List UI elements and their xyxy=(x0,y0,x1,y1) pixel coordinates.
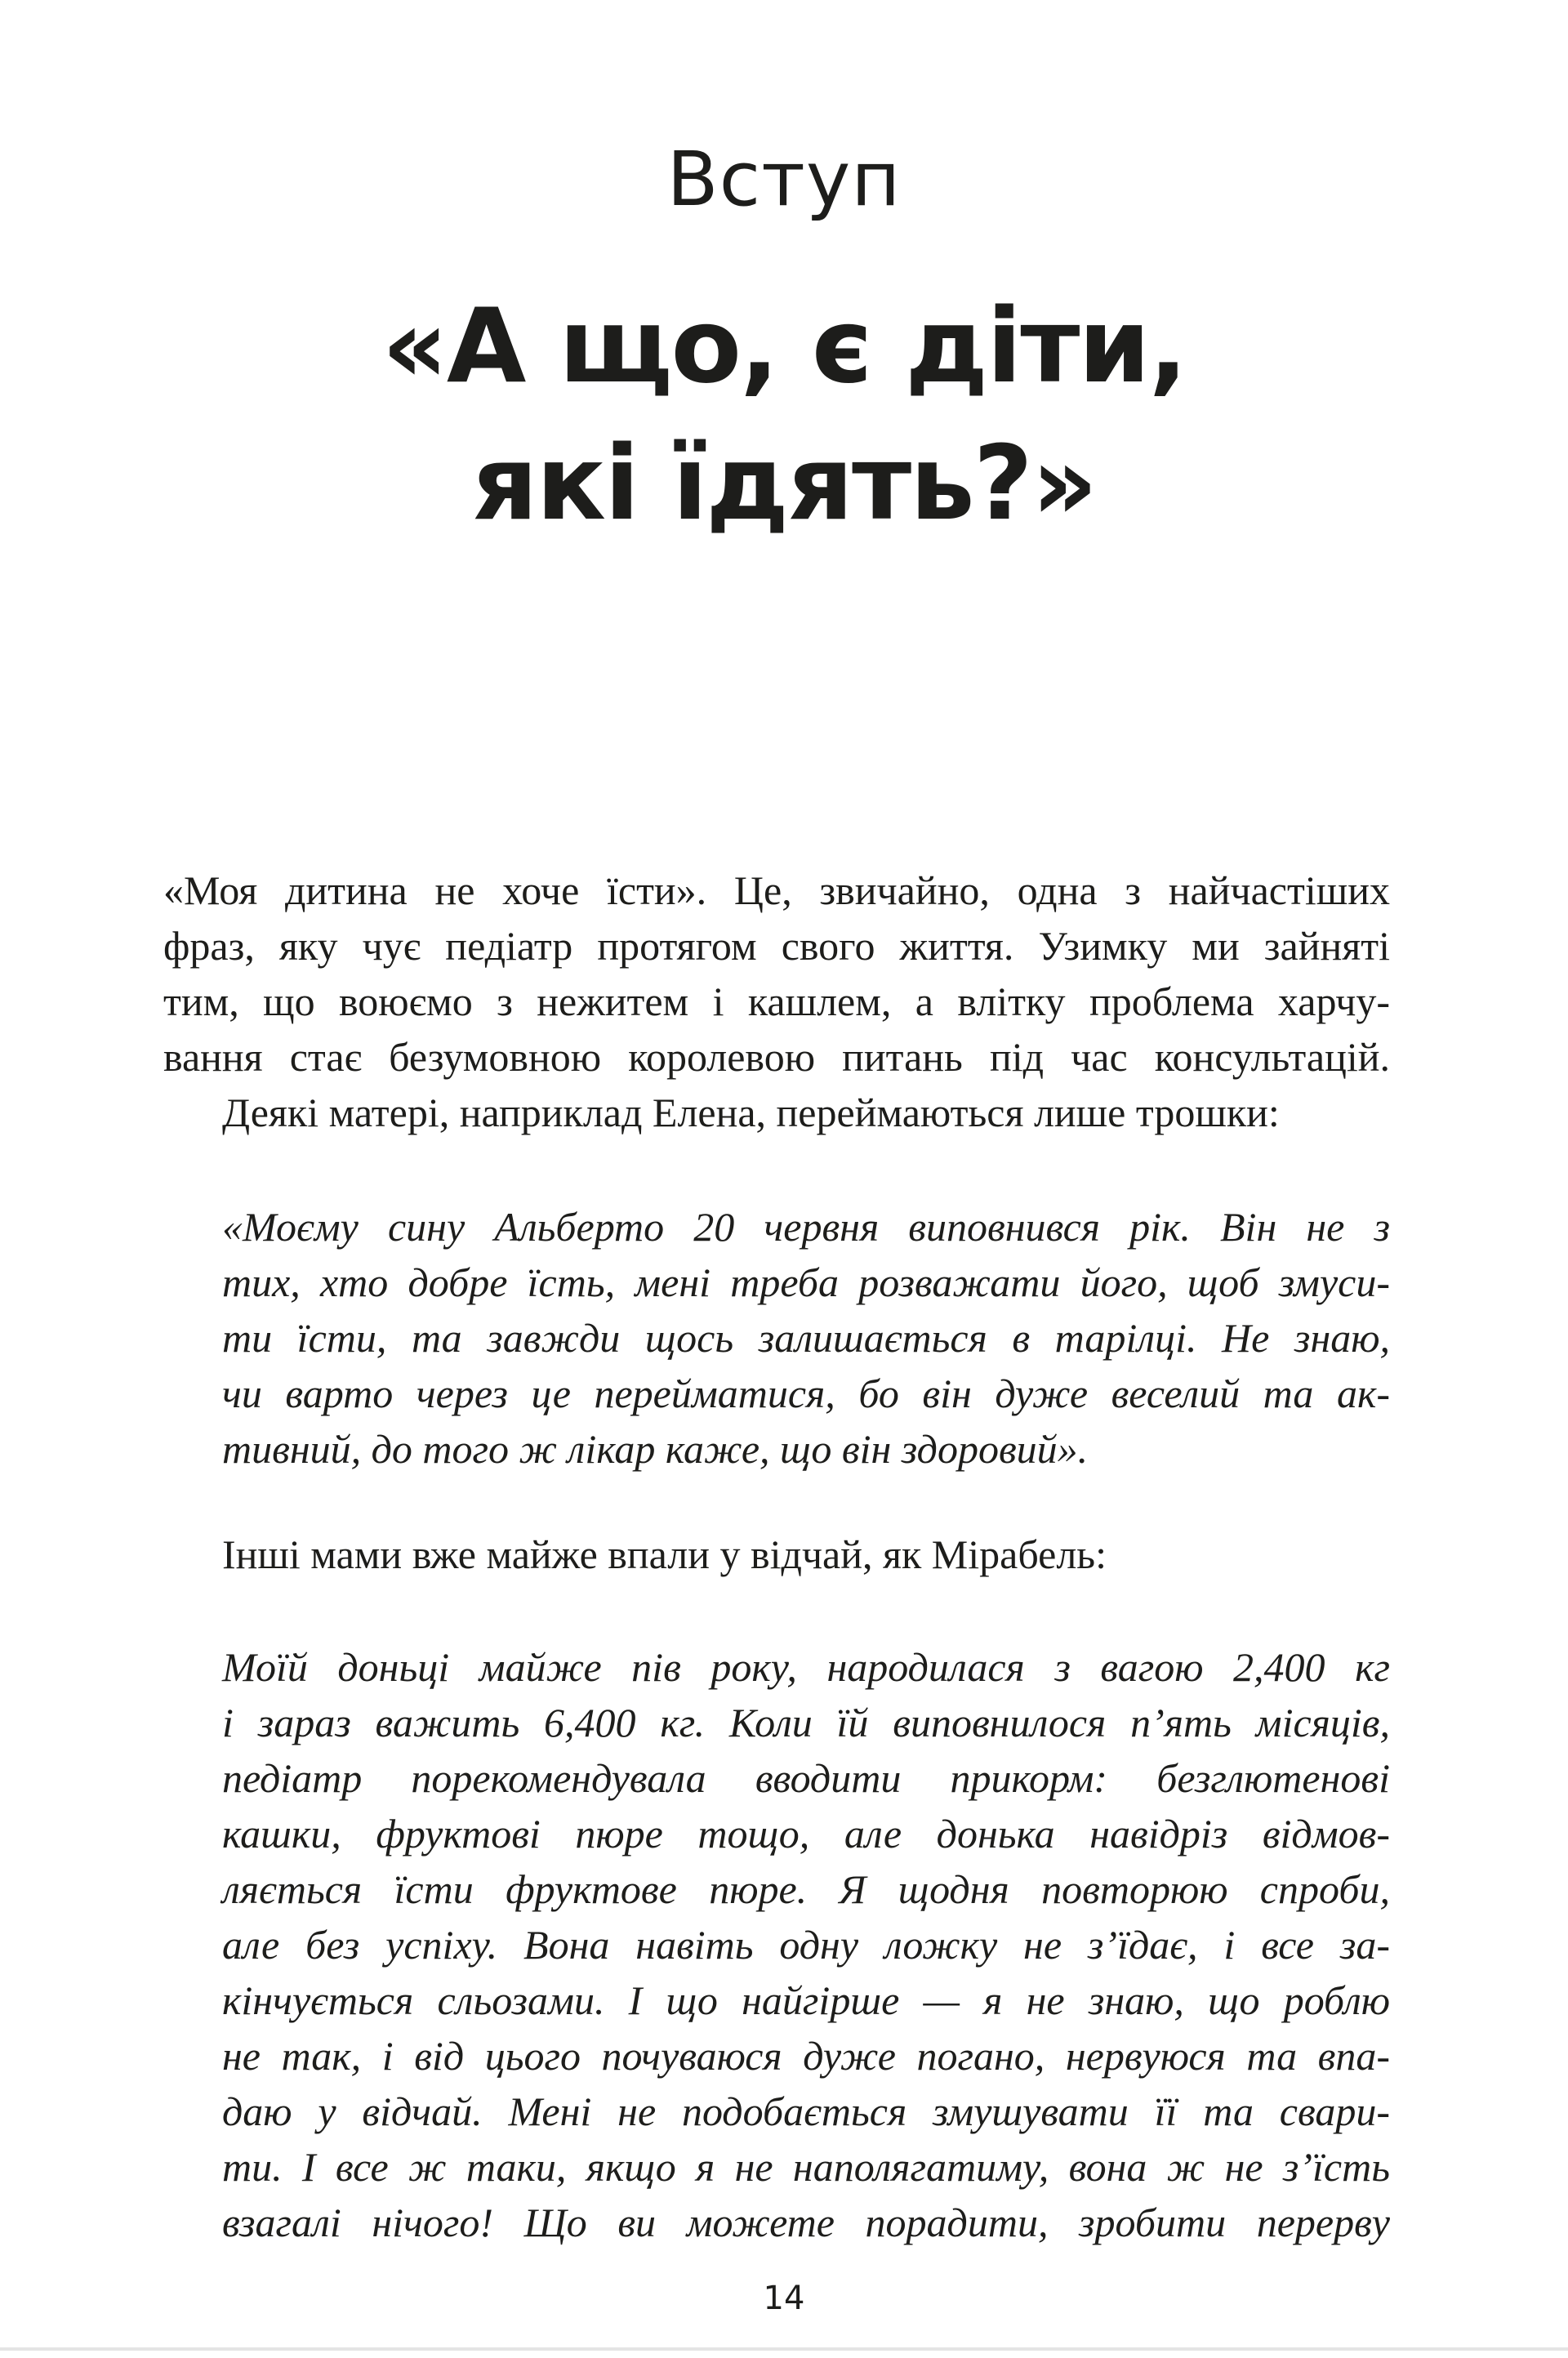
quote-line: кінчується сльозами. І що найгірше — я не знаю, що роблю xyxy=(222,1977,1390,2023)
quote-line: не так, і від цього почуваюся дуже погано, нервуюся та впа- xyxy=(222,2033,1390,2079)
bridge-paragraph xyxy=(163,1527,1390,1582)
chapter-title xyxy=(0,278,1568,552)
quote-line: тих, хто добре їсть, мені треба розважати його, щоб змуси- xyxy=(222,1259,1390,1305)
quote-line: тивний, до того ж лікар каже, що він здоровий». xyxy=(222,1426,1089,1472)
quote-line: взагалі нічого! Що ви можете порадити, зробити перерву xyxy=(222,2200,1390,2245)
chapter-title-line: які їдять?» xyxy=(471,423,1097,543)
quote-line: даю у відчай. Мені не подобається змушувати її та свари- xyxy=(222,2088,1390,2134)
quote-line: ляється їсти фруктове пюре. Я щодня повторюю спроби, xyxy=(222,1866,1390,1912)
text-line: «Моя дитина не хоче їсти». Це, звичайно, одна з найчастіших xyxy=(163,867,1390,913)
text-line: тим, що воюємо з нежитем і кашлем, а влітку проблема харчу- xyxy=(163,978,1390,1024)
bottom-divider xyxy=(0,2347,1568,2351)
quote-line: педіатр порекомендувала вводити прикорм: безглютенові xyxy=(222,1755,1390,1801)
quote-line: Моїй доньці майже пів року, народилася з вагою 2,400 кг xyxy=(222,1644,1390,1690)
chapter-title-line: «А що, є діти, xyxy=(381,286,1187,406)
quote-line: і зараз важить 6,400 кг. Коли їй виповнилося п’ять місяців, xyxy=(222,1700,1390,1745)
quote-line: кашки, фруктові пюре тощо, але донька навідріз відмов- xyxy=(222,1811,1390,1857)
quote-elena xyxy=(222,1199,1390,1477)
text-line: вання стає безумовною королевою питань під час консультацій. xyxy=(163,1034,1390,1080)
quote-line: «Моєму сину Альберто 20 червня виповнився рік. Він не з xyxy=(222,1204,1390,1250)
page-number: 14 xyxy=(763,2280,805,2317)
intro-paragraph xyxy=(163,863,1390,1140)
quote-line: чи варто через це перейматися, бо він дуже веселий та ак- xyxy=(222,1371,1390,1416)
text-line: Деякі матері, наприклад Елена, переймаються лише трошки: xyxy=(222,1090,1280,1135)
chapter-label: Вступ xyxy=(666,136,902,223)
quote-mirabel xyxy=(222,1639,1390,2250)
quote-line: але без успіху. Вона навіть одну ложку не з’їдає, і все за- xyxy=(222,1922,1390,1968)
quote-line: ти. І все ж таки, якщо я не наполягатиму, вона ж не з’їсть xyxy=(222,2144,1390,2190)
text-line: фраз, яку чує педіатр протягом свого життя. Узимку ми зайняті xyxy=(163,923,1390,969)
text-line: Інші мами вже майже впали у відчай, як Мірабель: xyxy=(222,1531,1107,1577)
quote-line: ти їсти, та завжди щось залишається в тарілці. Не знаю, xyxy=(222,1315,1390,1361)
